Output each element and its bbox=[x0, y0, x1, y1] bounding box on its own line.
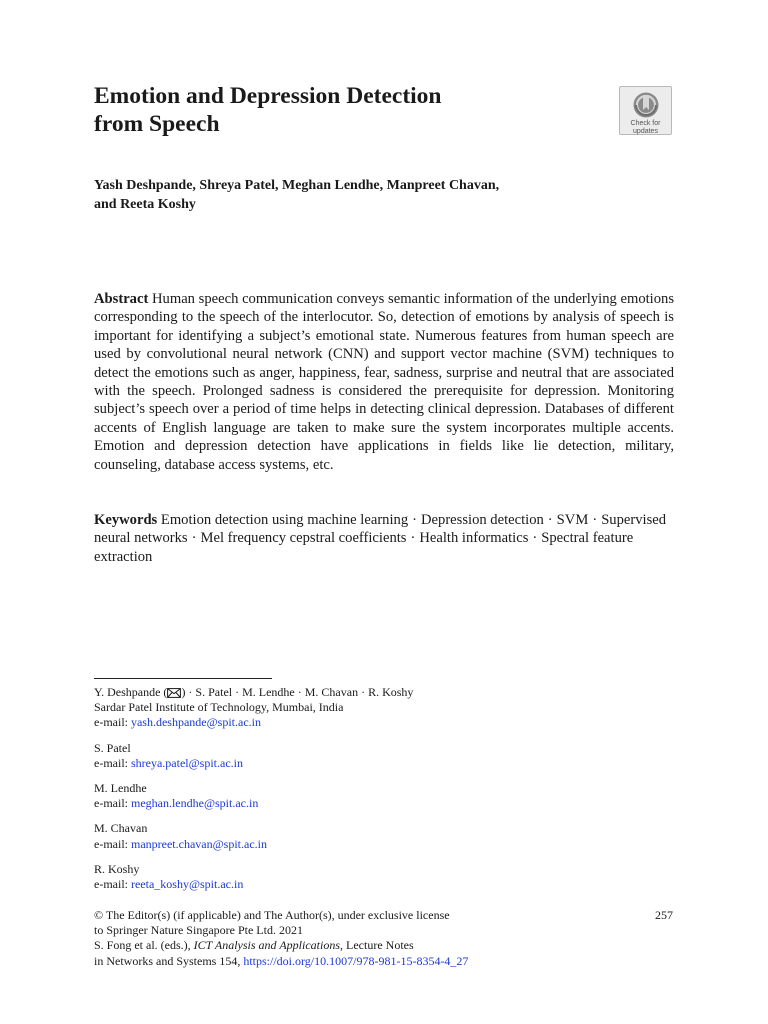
crossmark-icon bbox=[631, 91, 661, 119]
footnote-divider bbox=[94, 678, 272, 679]
keyword-item: Spectral feature extraction bbox=[94, 530, 634, 565]
author-list bbox=[94, 176, 674, 214]
citation-line-2 bbox=[94, 954, 674, 969]
email-line bbox=[94, 715, 614, 730]
copyright-line-1: © The Editor(s) (if applicable) and The Author(s), under exclusive license bbox=[94, 908, 450, 922]
author-name: R. Koshy bbox=[94, 861, 140, 876]
affiliation-main bbox=[94, 685, 614, 731]
email-label: e-mail: bbox=[94, 836, 131, 851]
email-label: e-mail: bbox=[94, 796, 131, 811]
page-number: 257 bbox=[655, 908, 673, 922]
email-line bbox=[94, 837, 614, 852]
affiliation-patel bbox=[94, 741, 614, 771]
email-line bbox=[94, 756, 614, 771]
email-link[interactable]: reeta_koshy@spit.ac.in bbox=[130, 877, 244, 892]
authors-line-2: and Reeta Koshy bbox=[94, 197, 196, 212]
institute: Sardar Patel Institute of Technology, Mumbai, India bbox=[94, 700, 344, 715]
envelope-icon bbox=[167, 688, 181, 698]
authors-line-1: Yash Deshpande, Shreya Patel, Meghan Lendhe, Manpreet Chavan, bbox=[94, 178, 500, 193]
citation-editors: S. Fong et al. (eds.), bbox=[94, 938, 194, 953]
check-for-updates-badge[interactable] bbox=[619, 86, 672, 135]
email-link[interactable]: shreya.patel@spit.ac.in bbox=[130, 755, 243, 770]
affiliation-chavan bbox=[94, 821, 614, 851]
affiliations bbox=[94, 685, 614, 902]
email-label: e-mail: bbox=[94, 755, 131, 770]
author-name: S. Patel bbox=[94, 740, 131, 755]
author-names-line bbox=[94, 685, 614, 700]
email-link[interactable]: meghan.lendhe@spit.ac.in bbox=[130, 796, 259, 811]
keyword-item: SVM bbox=[556, 512, 589, 528]
keyword-separator: · bbox=[412, 512, 417, 528]
keywords-label: Keywords bbox=[94, 512, 158, 528]
keyword-separator: · bbox=[547, 512, 553, 528]
copyright-line-2: to Springer Nature Singapore Pte Ltd. 2021 bbox=[94, 923, 303, 938]
book-title: ICT Analysis and Applications bbox=[193, 938, 341, 953]
paper-title bbox=[94, 82, 574, 138]
email-label: e-mail: bbox=[94, 715, 131, 730]
title-line-1: Emotion and Depression Detection bbox=[94, 83, 442, 109]
author-name-suffix: ) · S. Patel · M. Lendhe · M. Chavan · R. Koshy bbox=[181, 685, 414, 699]
keyword-item: Mel frequency cepstral coefficients bbox=[200, 530, 407, 547]
keyword-separator: · bbox=[410, 530, 416, 547]
author-name: M. Lendhe bbox=[94, 781, 147, 796]
abstract-text: Human speech communication conveys semantic information of the underlying emotions corresponding to the speech of the interlocutor. So, detection of emotions by analysis of speech is important for identifying a subject’s emotional state. Numerous features from human speech are used by convolutional neural network (CNN) and support vector machine (SVM) techniques to detect the emotions such as anger, happiness, fear, sadness, surprise and neutral that are associated with the speech. Prolonged sadness is considered the prerequisite for depression. Monitoring subject’s speech over a period of time helps in detecting clinical depression. Databases of different accents of English language are taken to make sure the system incorporates multiple accents. Emotion and depression detection have applications in fields like lie detection, military, counseling, database access systems, etc. bbox=[94, 291, 674, 473]
abstract bbox=[94, 290, 674, 474]
email-line bbox=[94, 796, 614, 811]
email-label: e-mail: bbox=[94, 877, 131, 892]
doi-link[interactable]: https://doi.org/10.1007/978-981-15-8354-4_27 bbox=[243, 953, 469, 968]
title-line-2: from Speech bbox=[94, 111, 220, 137]
keyword-separator: · bbox=[592, 512, 598, 528]
affiliation-lendhe bbox=[94, 781, 614, 811]
keyword-separator: · bbox=[191, 530, 197, 547]
email-link[interactable]: yash.deshpande@spit.ac.in bbox=[130, 715, 262, 730]
copyright-notice bbox=[94, 908, 674, 969]
keyword-item: Supervised neural networks bbox=[94, 512, 667, 547]
email-line bbox=[94, 877, 614, 892]
citation-line-1 bbox=[94, 938, 674, 953]
author-name-prefix: Y. Deshpande ( bbox=[94, 685, 168, 699]
badge-line-1: Check for bbox=[630, 120, 661, 127]
author-name: M. Chavan bbox=[94, 821, 148, 836]
abstract-label: Abstract bbox=[94, 291, 149, 307]
keyword-separator: · bbox=[532, 530, 538, 547]
keyword-item: Health informatics bbox=[419, 530, 529, 547]
badge-label bbox=[620, 120, 671, 135]
citation-volume: in Networks and Systems 154, bbox=[94, 953, 244, 968]
keywords bbox=[94, 511, 674, 566]
badge-line-2: updates bbox=[633, 127, 658, 135]
citation-series: , Lecture Notes bbox=[340, 938, 414, 953]
keyword-item: Depression detection bbox=[421, 512, 544, 528]
affiliation-koshy bbox=[94, 862, 614, 892]
keyword-item: Emotion detection using machine learning bbox=[160, 512, 409, 528]
email-link[interactable]: manpreet.chavan@spit.ac.in bbox=[130, 836, 267, 851]
